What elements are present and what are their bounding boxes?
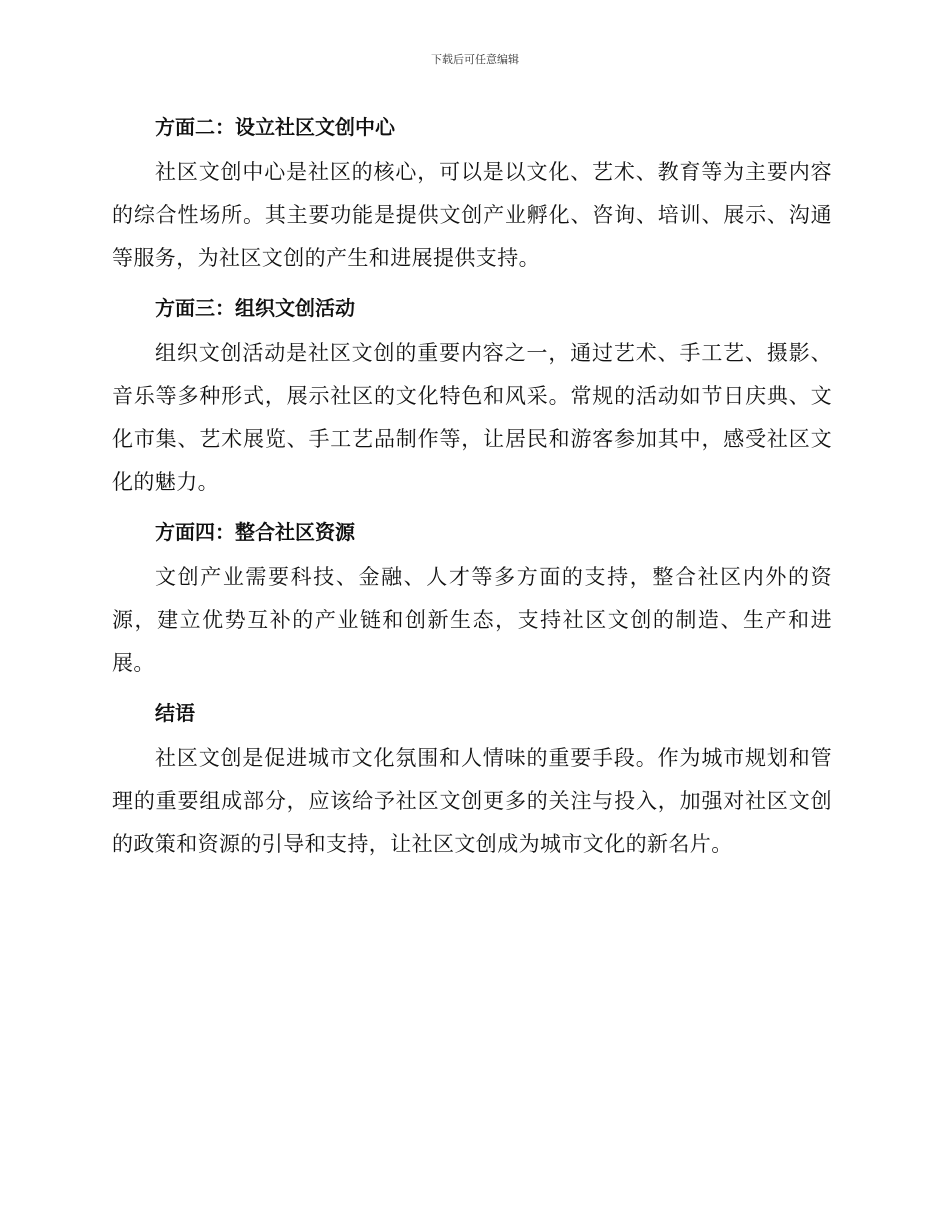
section-heading: 方面四：整合社区资源 bbox=[155, 520, 355, 544]
section-conclusion bbox=[112, 689, 832, 866]
section-aspect-three bbox=[112, 284, 832, 504]
section-heading: 方面二：设立社区文创中心 bbox=[155, 115, 395, 139]
section-paragraph: 社区文创中心是社区的核心，可以是以文化、艺术、教育等为主要内容的综合性场所。其主要功能是提供文创产业孵化、咨询、培训、展示、沟通等服务，为社区文创的产生和进展提供支持。 bbox=[112, 160, 832, 270]
section-paragraph: 组织文创活动是社区文创的重要内容之一，通过艺术、手工艺、摄影、音乐等多种形式，展示社区的文化特色和风采。常规的活动如节日庆典、文化市集、艺术展览、手工艺品制作等，让居民和游客参加其中，感受社区文化的魅力。 bbox=[112, 341, 832, 494]
page-header: 下载后可任意编辑 bbox=[431, 53, 519, 66]
section-aspect-two bbox=[112, 103, 832, 280]
document-body bbox=[112, 103, 832, 870]
section-paragraph: 文创产业需要科技、金融、人才等多方面的支持，整合社区内外的资源，建立优势互补的产业链和创新生态，支持社区文创的制造、生产和进展。 bbox=[112, 565, 832, 675]
section-paragraph: 社区文创是促进城市文化氛围和人情味的重要手段。作为城市规划和管理的重要组成部分，应该给予社区文创更多的关注与投入，加强对社区文创的政策和资源的引导和支持，让社区文创成为城市文化的新名片。 bbox=[112, 746, 832, 856]
section-heading: 结语 bbox=[155, 701, 195, 725]
section-heading: 方面三：组织文创活动 bbox=[155, 296, 355, 320]
section-aspect-four bbox=[112, 508, 832, 685]
